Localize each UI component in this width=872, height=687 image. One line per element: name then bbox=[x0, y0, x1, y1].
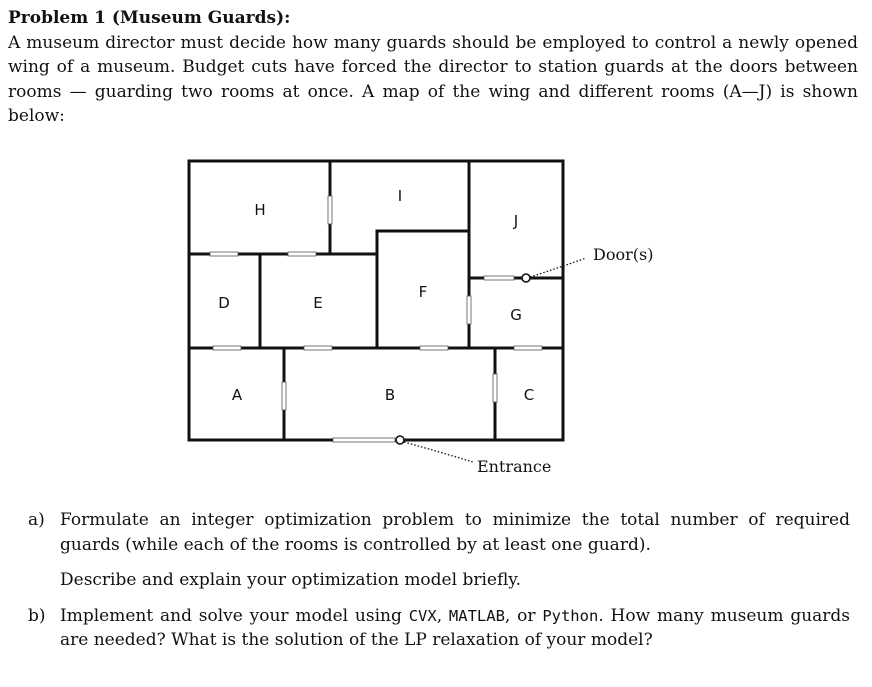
question-b-text bbox=[60, 604, 850, 653]
door-callout bbox=[522, 245, 653, 282]
room-label-h: H bbox=[254, 201, 266, 219]
map-walls bbox=[189, 161, 563, 440]
door-leader-line bbox=[530, 258, 586, 277]
door bbox=[493, 374, 497, 402]
room-label-c: C bbox=[523, 386, 535, 404]
door bbox=[213, 346, 241, 350]
questions-list bbox=[28, 508, 850, 653]
door bbox=[514, 346, 542, 350]
door bbox=[288, 252, 316, 256]
door bbox=[282, 382, 286, 410]
entrance-door bbox=[333, 438, 395, 442]
room-label-a: A bbox=[231, 386, 243, 404]
question-a bbox=[28, 508, 850, 557]
tool-matlab: MATLAB bbox=[448, 606, 505, 625]
question-a-letter: a) bbox=[28, 510, 45, 530]
question-b-text-part2: . How many museum guards are needed? What is the solution of the LP relaxation of your model? bbox=[60, 605, 851, 650]
room-label-b: B bbox=[384, 386, 396, 404]
question-b-text-part1: Implement and solve your model using bbox=[60, 605, 409, 626]
room-label-j: J bbox=[513, 212, 519, 230]
door bbox=[210, 252, 238, 256]
room-label-i: I bbox=[397, 187, 403, 205]
door bbox=[484, 276, 514, 280]
problem-description: A museum director must decide how many guards should be employed to control a newly opened wing of a museum. Budget cuts have forced the director to station guards at the doors between rooms — guarding two rooms at once. A map of the wing and different rooms (A—J) is shown below: bbox=[8, 32, 858, 126]
entrance-callout bbox=[396, 436, 551, 476]
entrance-callout-label: Entrance bbox=[477, 457, 552, 476]
door bbox=[420, 346, 448, 350]
door-callout-label: Door(s) bbox=[593, 245, 654, 264]
room-label-g: G bbox=[510, 306, 522, 324]
door-marker bbox=[522, 274, 530, 282]
question-a-text: Formulate an integer optimization problem to minimize the total number of required guards (while each of the rooms is controlled by at least one guard). bbox=[60, 510, 850, 555]
tool-cvx: CVX bbox=[408, 606, 437, 625]
door bbox=[467, 296, 471, 324]
entrance-leader-line bbox=[404, 442, 473, 462]
entrance-marker bbox=[396, 436, 404, 444]
question-b-sep1: , bbox=[436, 605, 449, 626]
room-label-e: E bbox=[313, 294, 323, 312]
room-label-d: D bbox=[218, 294, 230, 312]
room-label-f: F bbox=[418, 283, 428, 301]
question-b bbox=[28, 604, 850, 653]
door bbox=[328, 196, 332, 224]
question-a-extra: Describe and explain your optimization model briefly. bbox=[60, 570, 522, 590]
question-b-letter: b) bbox=[28, 605, 46, 626]
tool-python: Python bbox=[542, 606, 599, 625]
problem-title: Problem 1 (Museum Guards): bbox=[8, 8, 291, 28]
door bbox=[304, 346, 332, 350]
question-b-sep2: , or bbox=[504, 605, 543, 626]
